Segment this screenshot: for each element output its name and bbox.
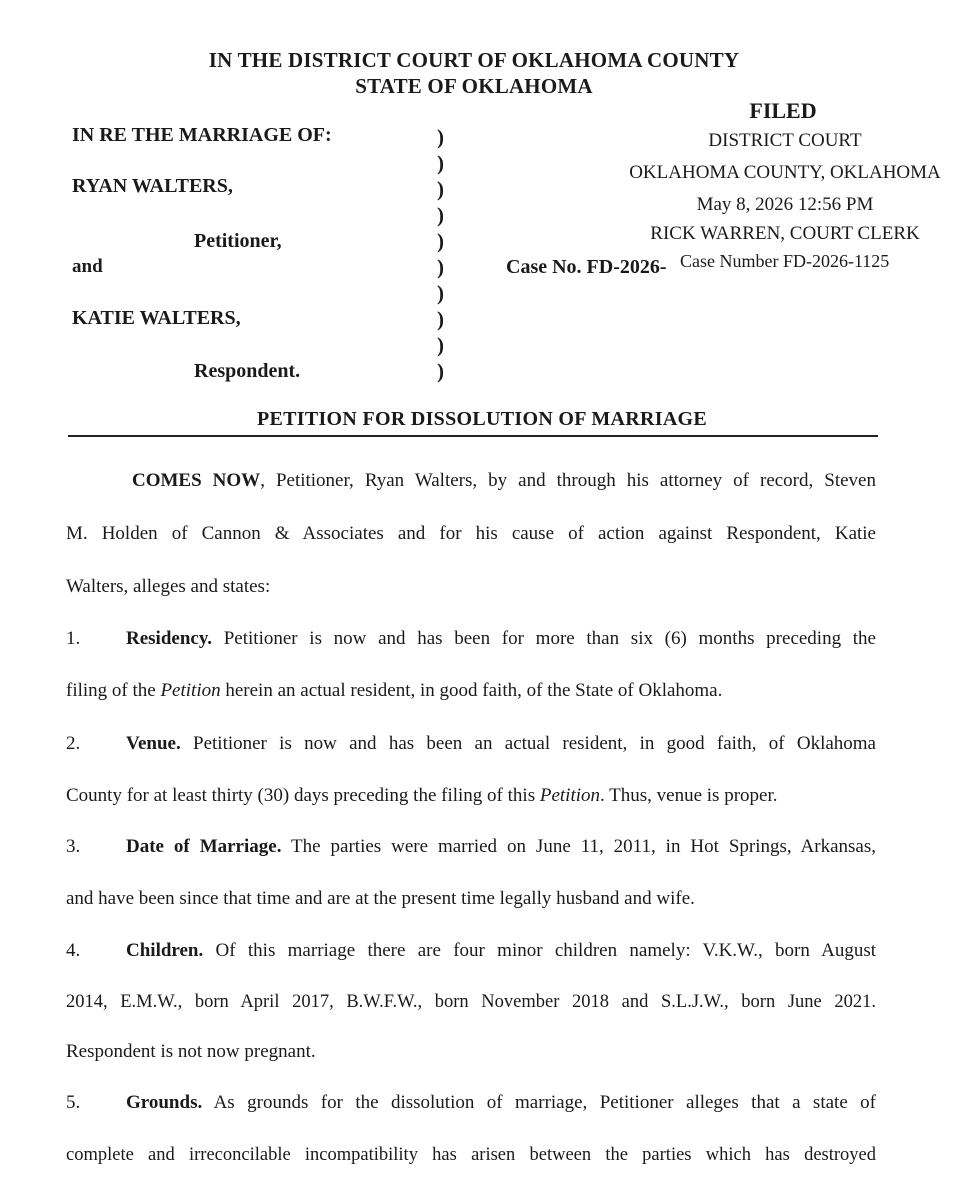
title-rule	[68, 435, 878, 437]
filed-stamp-clerk: RICK WARREN, COURT CLERK	[650, 223, 920, 244]
caption-respondent-name: KATIE WALTERS,	[72, 307, 241, 329]
paragraph-text: . Thus, venue is proper.	[600, 785, 778, 806]
intro-line-1-text: , Petitioner, Ryan Walters, by and through his attorney of record, Steven	[260, 470, 876, 491]
caption-paren: )	[437, 307, 444, 331]
caption-paren: )	[437, 333, 444, 357]
paragraph-text: The parties were married on June 11, 2011, in Hot Springs, Arkansas,	[281, 836, 876, 857]
paragraph-text: herein an actual resident, in good faith, of the State of Oklahoma.	[220, 680, 723, 701]
paragraph-number: 4.	[66, 940, 81, 961]
caption-paren: )	[437, 125, 444, 149]
filed-stamp-datetime: May 8, 2026 12:56 PM	[696, 194, 874, 215]
paragraph-heading: Residency.	[126, 628, 213, 649]
paragraph-number: 3.	[66, 836, 81, 857]
paragraph-3-line-1	[66, 836, 876, 858]
paragraph-heading: Venue.	[126, 733, 181, 754]
paragraph-5-line-2: complete and irreconcilable incompatibility has arisen between the parties which has destroyed	[66, 1145, 876, 1165]
paragraph-1-line-2	[66, 680, 876, 702]
paragraph-3-line-2: and have been since that time and are at the present time legally husband and wife.	[66, 888, 695, 909]
caption-paren: )	[437, 281, 444, 305]
caption-paren: )	[437, 359, 444, 383]
caption-paren: )	[437, 229, 444, 253]
paragraph-number: 5.	[66, 1092, 81, 1113]
paragraph-italic: Petition	[539, 785, 600, 806]
caption-paren: )	[437, 177, 444, 201]
caption-and: and	[72, 256, 103, 277]
paragraph-text: Petitioner is now and has been for more than six (6) months preceding the	[212, 628, 876, 649]
case-number-label: Case No. FD-2026-	[506, 256, 667, 278]
paragraph-heading: Children.	[126, 940, 204, 961]
paragraph-text: Petitioner is now and has been an actual resident, in good faith, of Oklahoma	[180, 733, 876, 754]
intro-line-1	[132, 470, 876, 492]
paragraph-text: As grounds for the dissolution of marriage, Petitioner alleges that a state of	[202, 1092, 876, 1113]
paragraph-2-line-1	[66, 733, 876, 755]
intro-line-3: Walters, alleges and states:	[66, 576, 271, 597]
caption-in-re: IN RE THE MARRIAGE OF:	[72, 124, 332, 146]
paragraph-number: 2.	[66, 733, 81, 754]
caption-parenthesis-column	[437, 124, 457, 384]
paragraph-4-line-3: Respondent is not now pregnant.	[66, 1041, 316, 1062]
paragraph-2-line-2	[66, 785, 876, 807]
court-name: IN THE DISTRICT COURT OF OKLAHOMA COUNTY	[208, 48, 740, 72]
caption-petitioner-name: RYAN WALTERS,	[72, 175, 233, 197]
caption-paren: )	[437, 151, 444, 175]
intro-lead: COMES NOW	[132, 470, 261, 491]
paragraph-number: 1.	[66, 628, 81, 649]
paragraph-text: County for at least thirty (30) days preceding the filing of this	[66, 785, 540, 806]
caption-paren: )	[437, 255, 444, 279]
paragraph-italic: Petition	[160, 680, 221, 701]
paragraph-4-line-2: 2014, E.M.W., born April 2017, B.W.F.W., born November 2018 and S.L.J.W., born June 2021.	[66, 992, 876, 1012]
court-state: STATE OF OKLAHOMA	[355, 74, 593, 98]
paragraph-4-line-1	[66, 940, 876, 962]
document-title: PETITION FOR DISSOLUTION OF MARRIAGE	[256, 408, 708, 430]
filed-stamp-county: OKLAHOMA COUNTY, OKLAHOMA	[629, 162, 941, 183]
filed-stamp-court: DISTRICT COURT	[708, 130, 862, 151]
case-number-stamp: Case Number FD-2026-1125	[680, 251, 890, 271]
filed-stamp-title: FILED	[749, 98, 817, 123]
paragraph-1-line-1	[66, 628, 876, 650]
paragraph-5-line-1	[66, 1092, 876, 1114]
caption-petitioner-role: Petitioner,	[194, 230, 282, 252]
paragraph-heading: Date of Marriage.	[126, 836, 282, 857]
caption-paren: )	[437, 203, 444, 227]
paragraph-text: Of this marriage there are four minor children namely: V.K.W., born August	[203, 940, 876, 961]
paragraph-text: filing of the	[66, 680, 161, 701]
paragraph-heading: Grounds.	[126, 1092, 203, 1113]
intro-line-2: M. Holden of Cannon & Associates and for his cause of action against Respondent, Katie	[66, 523, 876, 544]
caption-respondent-role: Respondent.	[194, 360, 301, 382]
